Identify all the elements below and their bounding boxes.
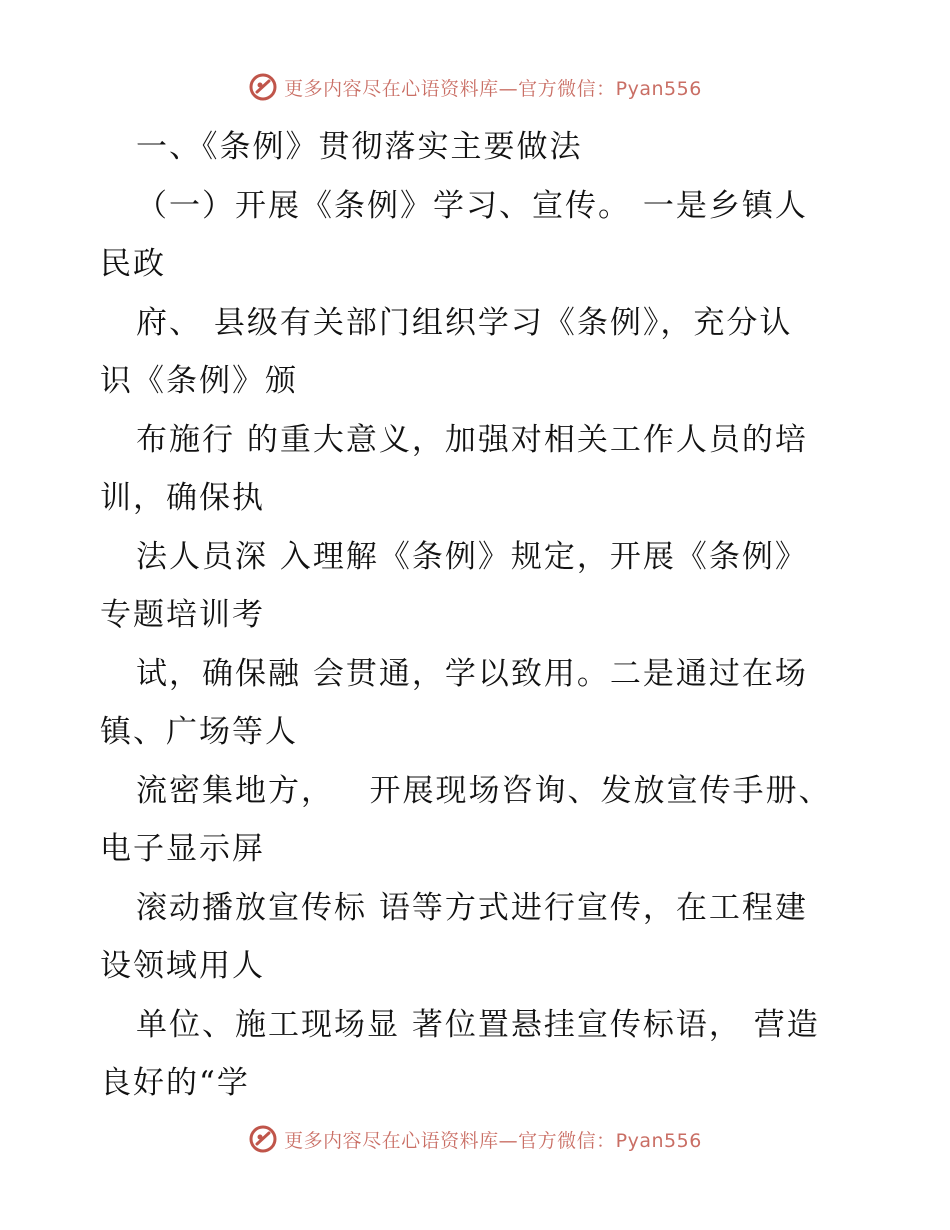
text-line: 单位、施工现场显 著位置悬挂宣传标语， 营造 [136, 1006, 820, 1043]
watermark-logo-icon [248, 72, 278, 102]
watermark-bottom [0, 1124, 950, 1154]
text-line: （一）开展《条例》学习、宣传。 一是乡镇人 [136, 187, 808, 224]
text-line: 设领域用人 [100, 948, 265, 984]
text-line: 法人员深 入理解《条例》规定，开展《条例》 [136, 538, 808, 575]
text-line: 训，确保执 [100, 480, 265, 516]
watermark-top [0, 72, 950, 102]
text-line: 府、 县级有关部门组织学习《条例》，充分认 [136, 304, 793, 341]
text-line: 电子显示屏 [100, 831, 265, 867]
watermark-logo-icon [248, 1124, 278, 1154]
watermark-text: 更多内容尽在心语资料库—官方微信：Pyan556 [284, 77, 702, 100]
text-line: 滚动播放宣传标 语等方式进行宣传，在工程建 [136, 889, 808, 926]
text-line: 流密集地方， 开展现场咨询、发放宣传手册、 [136, 772, 832, 809]
text-line: 一、《条例》贯彻落实主要做法 [136, 129, 583, 165]
watermark-text: 更多内容尽在心语资料库—官方微信：Pyan556 [284, 1129, 702, 1152]
text-line: 布施行 的重大意义，加强对相关工作人员的培 [136, 421, 808, 458]
text-line: 识《条例》颁 [100, 363, 298, 399]
text-line: 民政 [100, 246, 166, 282]
text-line: 专题培训考 [100, 597, 265, 633]
text-line: 良好的“学 [100, 1065, 250, 1101]
document-body [100, 118, 860, 1113]
text-line: 试，确保融 会贯通，学以致用。二是通过在场 [136, 655, 808, 692]
text-line: 镇、广场等人 [100, 714, 298, 750]
